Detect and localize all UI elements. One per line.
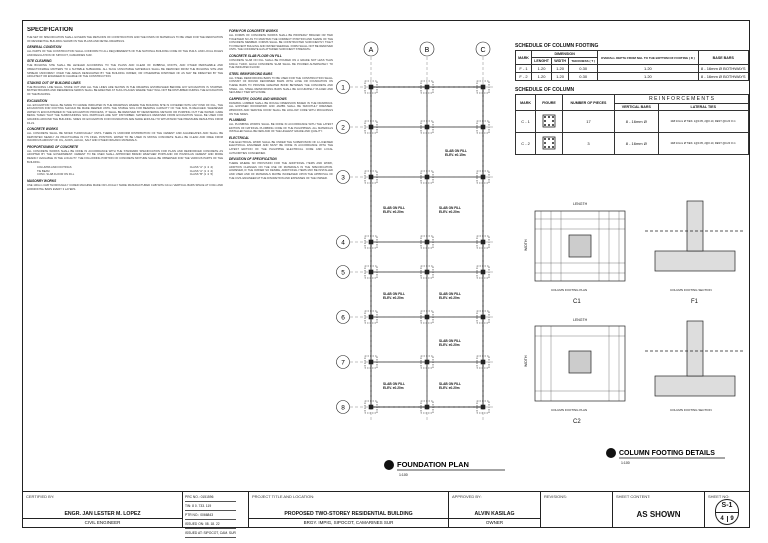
title-block <box>23 491 749 535</box>
spec-paragraph: THE BUILDING LINE SHALL STAKE OUT AND ALL THE LINES ARE SHOWN IN THE DRAWING ESTABLISHED BEFORE ANY EXCAVATION IS STARTED. BATTER BOARDS AND REFERENCE MARKS SHALL BE ERECTED AT SUCH PLACES WHERE THEY WILL NOT BE DISTURBED DURING THE EXCAVATION OF THE BUILDING. <box>27 85 223 96</box>
slab-elev: ELEV. ±0.20m <box>439 343 460 347</box>
column-mark <box>369 315 373 319</box>
grid-col-label: A <box>368 47 374 54</box>
slab-elev: ELEV. ±0.20m <box>383 210 404 214</box>
slab-label: SLAB ON FILL <box>439 339 461 343</box>
column-mark <box>425 125 429 129</box>
column-mark <box>369 405 373 409</box>
column-cell: 10Ø 10mm Ø TIES: 1@0.05, 2@0.10, REST @0.20 O.C. <box>658 111 748 133</box>
column-mark <box>425 405 429 409</box>
spec-heading: FORM FOR CONCRETE WORKS <box>229 29 278 33</box>
grid-row-label: 8 <box>341 404 345 412</box>
slab-elev: ELEV. ±0.20m <box>383 386 404 390</box>
prc-line: ISSUED AT: SIPOCOT, CAM. SUR <box>185 529 236 538</box>
spec-paragraph: CONCRETE SLAB ON FILL SHALL BE POURED ON A GRADE NOT LESS THAN 100mm THICK. EACH CONCRETE SLAB SHALL BE POURED ALTERNATELY TO THE INDICATED FLOOR. <box>229 58 333 70</box>
spec-heading: CONCRETE SLAB FLOOR ON FILL <box>229 53 282 58</box>
footing-cell: F - 2 <box>516 73 532 81</box>
certified-label: CERTIFIED BY: <box>26 494 55 499</box>
sheet-total: 9 <box>730 516 734 522</box>
column-mark <box>481 175 485 179</box>
mix-class: CLASS "B" (1 :2 :5) <box>189 173 213 177</box>
plan-scale: 1:100 <box>399 473 408 477</box>
specification-column <box>27 27 223 493</box>
project-label: PROJECT TITLE AND LOCATION: <box>252 494 315 499</box>
mix-part: TIE BEAM <box>37 169 50 173</box>
column-cell <box>536 133 563 155</box>
column-cell: 17 <box>562 111 614 133</box>
project-cell <box>249 492 449 527</box>
width-label: WIDTH <box>524 239 528 251</box>
table-row <box>516 111 749 133</box>
column-cell: C - 2 <box>516 133 536 155</box>
slab-elev: ELEV. ±0.20m <box>383 296 404 300</box>
details-scale: 1:100 <box>621 461 630 465</box>
spec-paragraph: ALL PARTS OF THE CONSTRUCTION SHALL CONFORM TO ALL REQUIREMENTS OF THE NATIONAL BUILDING CODE OF THE PHILS. AND LOCAL RULES AND REGULATION OF SIPOCOT, CAMARINES SUR. <box>27 50 223 57</box>
th-mark: MARK <box>516 95 536 111</box>
section-caption: COLUMN FOOTING SECTION <box>670 408 712 412</box>
c2-label: C2 <box>573 419 581 425</box>
th-lateral-ties: LATERAL TIES <box>658 104 748 111</box>
column-cell: 8 - 16mm Ø <box>615 111 658 133</box>
spec-paragraph: FRAMING LUMBER SHALL BE ROUGH DIMENSION BASED IN THE DRAWINGS. ALL EXPOSED WOODWORK AND JAMBS SHALL BE SMOOTHLY DRESSED. WINDOWS AND SERVICE DOOR SHALL BE HOLLOW CORE WITH MOULDINGS ON THE SIDES. <box>229 101 333 116</box>
grid-row-label: 3 <box>341 174 345 182</box>
spec-heading: SITE CLEARING <box>27 59 52 64</box>
engineer-name: ENGR. JAN LESTER M. LOPEZ <box>64 511 141 517</box>
grid-row-label: 7 <box>341 359 345 367</box>
table-row <box>516 73 749 81</box>
footing-details-drawing <box>515 191 749 491</box>
prc-cell <box>183 492 249 535</box>
th-vertical-bars: VERTICAL BARS <box>615 104 658 111</box>
column-schedule-title: SCHEDULE OF COLUMN <box>515 87 575 93</box>
approved-label: APPROVED BY: <box>452 494 482 499</box>
plan-caption: COLUMN FOOTING PLAN <box>551 288 588 292</box>
prc-line: TIN: 8 0. 733. 119 <box>185 502 236 511</box>
th-pieces: NUMBER OF PIECES <box>562 95 614 111</box>
specification-column-2 <box>229 27 333 493</box>
column-mark <box>425 85 429 89</box>
slab-label: SLAB ON FILL <box>445 149 467 153</box>
section-caption: COLUMN FOOTING SECTION <box>670 288 712 292</box>
spec-paragraph: ALL CONCRETE SHALL BE MIXED THOROUGHLY UNTIL THERE IS UNIFORM DISTRIBUTION OF THE CEMENT AND AGGREGATES AND SHALL BE DEPOSITED NEARLY AS PRACTICABLE IN ITS FINAL POSITION. WATER TO BE USED IN MIXING CONCRETE SHALL BE CLEAN AND FREE FROM INJURIOUS AMOUNT OF OIL, ACIDS, ALKALI, SALT AND OTHER ORGANIC MATERIALS. <box>27 132 223 143</box>
column-figure-icon <box>541 135 557 151</box>
grid-row-label: 5 <box>341 269 345 277</box>
footing-schedule-title: SCHEDULE OF COLUMN FOOTING <box>515 43 599 49</box>
th-length: LENGHT <box>532 58 552 65</box>
grid-col-label: C <box>480 47 486 54</box>
column-cell <box>536 111 563 133</box>
revisions-label: REVISIONS: <box>544 494 567 499</box>
footing-cell: 1.20 <box>552 73 569 81</box>
slab-label: SLAB ON FILL <box>439 206 461 210</box>
slab-label: SLAB ON FILL <box>439 382 461 386</box>
owner-name: ALVIN KASILAG <box>474 511 515 517</box>
mix-part: CONC. SLAB FLOOR ON FILL <box>37 173 75 177</box>
slab-elev: ELEV. ±0.20m <box>439 296 460 300</box>
slab-elev: ELEV. ±0.15m <box>445 153 466 157</box>
spec-heading: DEVIATION OF SPECIFICATION <box>229 157 277 162</box>
column-mark <box>425 240 429 244</box>
footing-cell: 8 - 16mm Ø BOTHWAYS <box>698 65 748 73</box>
column-mark <box>481 315 485 319</box>
column-cell: 8 - 16mm Ø <box>615 133 658 155</box>
footing-cell: F - 1 <box>516 65 532 73</box>
column-mark <box>425 175 429 179</box>
prc-list <box>185 493 236 538</box>
column-mark <box>369 125 373 129</box>
mix-class: CLASS "A" (1 :2 :4) <box>189 166 213 170</box>
grid-col-label: B <box>424 47 430 54</box>
project-location: BRGY. IMPIG, SIPOCOT, CAMARINES SUR <box>249 518 448 525</box>
table-row <box>516 65 749 73</box>
spec-sections <box>27 45 223 191</box>
spec-heading: STAKING OUT OF BUILDING LINES <box>27 80 81 85</box>
spec-paragraph: THERE WHERE NO PROVISION FOR THE ADDITIONAL ITEMS AND WORK, ADDITION CHANGES ON THE USE OF MATERIALS IN THE SPECIFICATION. HOWEVER, IF THE OWNER SO DESIRE, ADDITIONAL ITEMS MAY BE INSTALLED AND USED AND OF MATERIALS MAYBE INCREASED UPON THE APPROVAL OF THE CIVIL ENGINEER AT THE DISCRETION AND EXPENSES OF THE OWNER. <box>229 162 333 180</box>
th-depth: OVERALL DEPTH FROM NGL TO THE BOTTOM OF FOOTING ( D ) <box>598 51 698 65</box>
sheet-num: 4 <box>720 516 724 522</box>
th-thickness: THICKNESS ( T ) <box>569 58 598 65</box>
sheet-content-label: SHEET CONTENT: <box>616 494 651 499</box>
column-mark <box>425 360 429 364</box>
sheet-no-label: SHEET NO: <box>708 494 730 499</box>
details-title-marker <box>606 448 616 458</box>
spec-heading: ELECTRICAL <box>229 135 250 140</box>
footing-cell: 1.20 <box>598 73 698 81</box>
column-mark <box>369 85 373 89</box>
spec-paragraph: THE BUILDING SITE SHALL BE LEVELED ACCORDING TO THE PLANS AND CLEAR OF RUBBISH, ROOTS, AND OTHER PERISHABLE AND OBJECTIONABLE MATTERS TO A SUITABLE SUBGRADE. ALL SUCH UNSUITABLE MATERIALS SHALL BE REMOVED FROM THE BUILDING SITE AND SPREAD UNIFORMLY OVER THE AREAS DESIGNATED BY THE BUILDING OWNER, OR OTHERWISE DISPOSED OF AS MAY BE DIRECTED BY THE ARCHITECT OR ENGINEER IN CHARGE OF THE CONSTRUCTION. <box>27 64 223 79</box>
certified-cell <box>23 492 183 527</box>
spec-heading: STEEL REINFORCING BARS <box>229 71 273 76</box>
grid-row-label: 2 <box>341 124 345 132</box>
sheet-code: S-1 <box>716 500 738 513</box>
column-mark <box>369 270 373 274</box>
length-label: LENGTH <box>573 202 588 206</box>
c1-label: C1 <box>573 299 581 305</box>
sheet-no-cell <box>705 492 749 527</box>
column-mark <box>369 175 373 179</box>
spec-heading: EXCAVATION <box>27 98 48 103</box>
grid-row-label: 1 <box>341 84 345 92</box>
spec-heading: CARPENTRY, DOORS AND WINDOWS <box>229 96 287 101</box>
prc-line: ISSUED ON: 08. 18. 22 <box>185 520 236 529</box>
sheet-number-badge <box>715 499 739 525</box>
spec2-sections <box>229 29 333 180</box>
column-mark <box>425 270 429 274</box>
foundation-plan-drawing <box>335 27 517 493</box>
column-cell: 3 <box>562 133 614 155</box>
footing-cell: 0.30 <box>569 73 598 81</box>
mix-row <box>27 173 223 177</box>
slab-label: SLAB ON FILL <box>383 206 405 210</box>
th-reinforcements: R E I N F O R C E M E N T S <box>615 95 749 104</box>
th-width: WIDTH <box>552 58 569 65</box>
slab-elev: ELEV. ±0.20m <box>439 386 460 390</box>
th-mark: MARK <box>516 51 532 65</box>
column-mark <box>481 240 485 244</box>
footing-cell: 1.20 <box>532 65 552 73</box>
slab-label: SLAB ON FILL <box>439 292 461 296</box>
column-cell: C - 1 <box>516 111 536 133</box>
schedules-panel <box>515 41 749 493</box>
drawing-sheet <box>22 20 750 535</box>
f1-label: F1 <box>691 299 699 305</box>
approved-cell <box>449 492 541 527</box>
spec-paragraph: ALL STEEL REINFORCING BARS TO BE USED FOR THE CONSTRUCTION SHALL CONSIST OF ROUND DEFORMED BARS WITH LOSE OR FOUNDATION ON THESE BARS TO PROVIDE GREATER BOND BETWEEN THE CONCRETE AND STEEL. ALL STEEL REINFORCING BARS SHALL BE ACCURATELY PLACED AND SECURELY TIED WITH WIRE. <box>229 76 333 95</box>
project-title: PROPOSED TWO-STOREY RESIDENTIAL BUILDING <box>284 511 413 517</box>
spec-intro: THE SET OF SPECIFICATION SHALL GOVERN THE METHODS OF CONSTRUCTION AND THE KINDS OF MATERIALS TO BE USED FOR THE RENOVATION OF RESIDENTIAL BUILDING SHOWN IN THE PLANS AND DETAIL DRAWINGS. <box>27 36 223 43</box>
spec-paragraph: ALL EXCAVATION SHALL BE MADE TO GRADE INDICATED IN THE DRAWINGS WHERE THE BUILDING SITE IS COVERED WITH ANY KIND OF FILL, THE EXCAVATION FOR FOOTING SHOULD BE MADE DEEPER UNTIL THE STABLE SOIL FOR BEARING CAPACITY OF THE SOIL IS REACHED. WHENEVER WATER IS ENCOUNTERED IN THE EXCAVATION PROCESS, IT SHALL BE REMOVED BY DEWATERING METHOD OR PUMPING OUT THE WATER. CARE BEING TAKEN THAT THE SURROUNDING SOIL PARTICLES ARE NOT DISTURBED. MATERIALS REMOVED FROM EXCAVATION SHALL BE USED FOR GRADING AROUND THE BUILDING. SIDES OF EXCAVATION FOR FOUNDATION ARE MADE ENOUGH TO WITHSTAND THE PRESSURE RESULTING FROM FILLS. <box>27 103 223 125</box>
th-base-bars: BASE BARS <box>698 51 748 65</box>
column-mark <box>481 85 485 89</box>
footing-cell: 0.30 <box>569 65 598 73</box>
plan-caption: COLUMN FOOTING PLAN <box>551 408 588 412</box>
column-figure-icon <box>541 113 557 129</box>
mix-class: CLASS "A" (1 :2 :4) <box>189 169 213 173</box>
spec-heading: PROPORTIONING OF CONCRETE <box>27 144 79 149</box>
spec-title: SPECIFICATION <box>27 27 73 33</box>
footing-cell: 8 - 16mm Ø BOTHWAYS <box>698 73 748 81</box>
plan-title-marker <box>384 460 394 470</box>
revisions-cell <box>541 492 613 527</box>
footing-cell: 1.20 <box>552 65 569 73</box>
width-label: WIDTH <box>524 355 528 367</box>
spec-heading: CONCRETE WORKS <box>27 127 58 132</box>
spec-paragraph: THE ELECTRICAL WORK SHALL BE UNDER THE SUPERVISION OF A LICENSED ELECTRICAL ENGINEER AND MUST BE DONE IN ACCORDANCE WITH THE LATEST EDITION OF THE PHILIPPINE ELECTRICAL CODE AND LOCAL AUTHORITIES CONCERNED. <box>229 140 333 155</box>
spec-paragraph: USE 100mm CHB THOROUGHLY CURED MACHINE MADE OR LOCALLY MADE MANUFACTURED CHB WITH 10mm VERTICAL BARS SPACE AT 0.60m AND HORIZONTAL BARS EVERY 3 LAYERS. <box>27 184 223 191</box>
column-cell: 10Ø 10mm Ø TIES: 1@0.05, 2@0.10, REST @0.20 O.C. <box>658 133 748 155</box>
column-mark <box>481 270 485 274</box>
plan-title: FOUNDATION PLAN <box>397 460 469 469</box>
column-schedule-table <box>515 94 749 155</box>
footing-cell: 1.20 <box>532 73 552 81</box>
details-title: COLUMN FOOTING DETAILS <box>619 450 715 457</box>
prc-line: PTR NO.: 0066843 <box>185 511 236 520</box>
th-dimension: DIMENSION <box>532 51 598 58</box>
column-mark <box>481 125 485 129</box>
slab-label: SLAB ON FILL <box>383 292 405 296</box>
spec-heading: MASONRY WORKS <box>27 179 57 184</box>
footing-cell: 1.20 <box>598 65 698 73</box>
grid-row-label: 4 <box>341 239 345 247</box>
th-figure: FIGURE <box>536 95 563 111</box>
column-mark <box>369 360 373 364</box>
grid-row-label: 6 <box>341 314 345 322</box>
sheet-content: AS SHOWN <box>636 510 681 519</box>
slab-label: SLAB ON FILL <box>383 382 405 386</box>
owner-role: OWNER <box>449 518 540 525</box>
mix-part: COLUMNS AND FOOTINGS <box>37 166 72 170</box>
spec-paragraph: ALL FORMS OF CONCRETE WORKS SHALL BE PROPERLY BRACED OR TIED TOGETHER SO AS TO MAINTAIN THE CORRECT POSITION AND SHAPE OF THE CONCRETE MEMBER. FORMS SHALL BE CONSTRUCTED SUFFICIENTLY TIGHT TO PREVENT BULGING AND WATER SEEPAGE. FORM SHALL NOT BE REMOVED UNTIL THE CONCRETE HAS ATTAINED SUFFICIENT STRENGTH. <box>229 34 333 52</box>
table-row <box>516 133 749 155</box>
spec-paragraph: ALL PLUMBING WORKS SHALL BE DONE IN ACCORDANCE WITH THE LATEST EDITION OF NATIONAL PLUMBING CODE OF THE PHILIPPINES. ALL MATERIALS INSTALLED SHALL BE NEW AND OF THE HIGHEST GRADE AND QUALITY. <box>229 123 333 134</box>
spec-heading: PLUMBING <box>229 118 246 123</box>
column-mark <box>481 360 485 364</box>
foundation-plan <box>335 27 517 493</box>
engineer-profession: CIVIL ENGINEER <box>23 518 182 525</box>
spec-paragraph: ALL CONCRETE WORKS SHALL BE DONE IN ACCORDANCE WITH THE STANDARD SPECIFICATION FOR PLAIN AND REINFORCED CONCRETE AS ADOPTED BY THE GOVERNMENT. CEMENT TO BE USED SHALL APPROVED BRAND WHETHER PORTLAND OR POZZOLAN CEMENT AND MORE READILY AVAILABLE IN THE LOCALITY. THE FOLLOWING PORTION OF CONCRETE MIXTURE SHALL BE OBSERVED FOR THE VARIOUS PARTS OF THE BUILDING. <box>27 149 223 164</box>
column-mark <box>369 240 373 244</box>
sheet-content-cell <box>613 492 705 527</box>
column-mark <box>481 405 485 409</box>
length-label: LENGTH <box>573 318 588 322</box>
prc-line: PRC NO.: 0151596 <box>185 493 236 502</box>
column-mark <box>425 315 429 319</box>
footing-schedule-table <box>515 50 749 81</box>
spec-heading: GENERAL CONDITION <box>27 45 62 50</box>
slab-elev: ELEV. ±0.20m <box>439 210 460 214</box>
